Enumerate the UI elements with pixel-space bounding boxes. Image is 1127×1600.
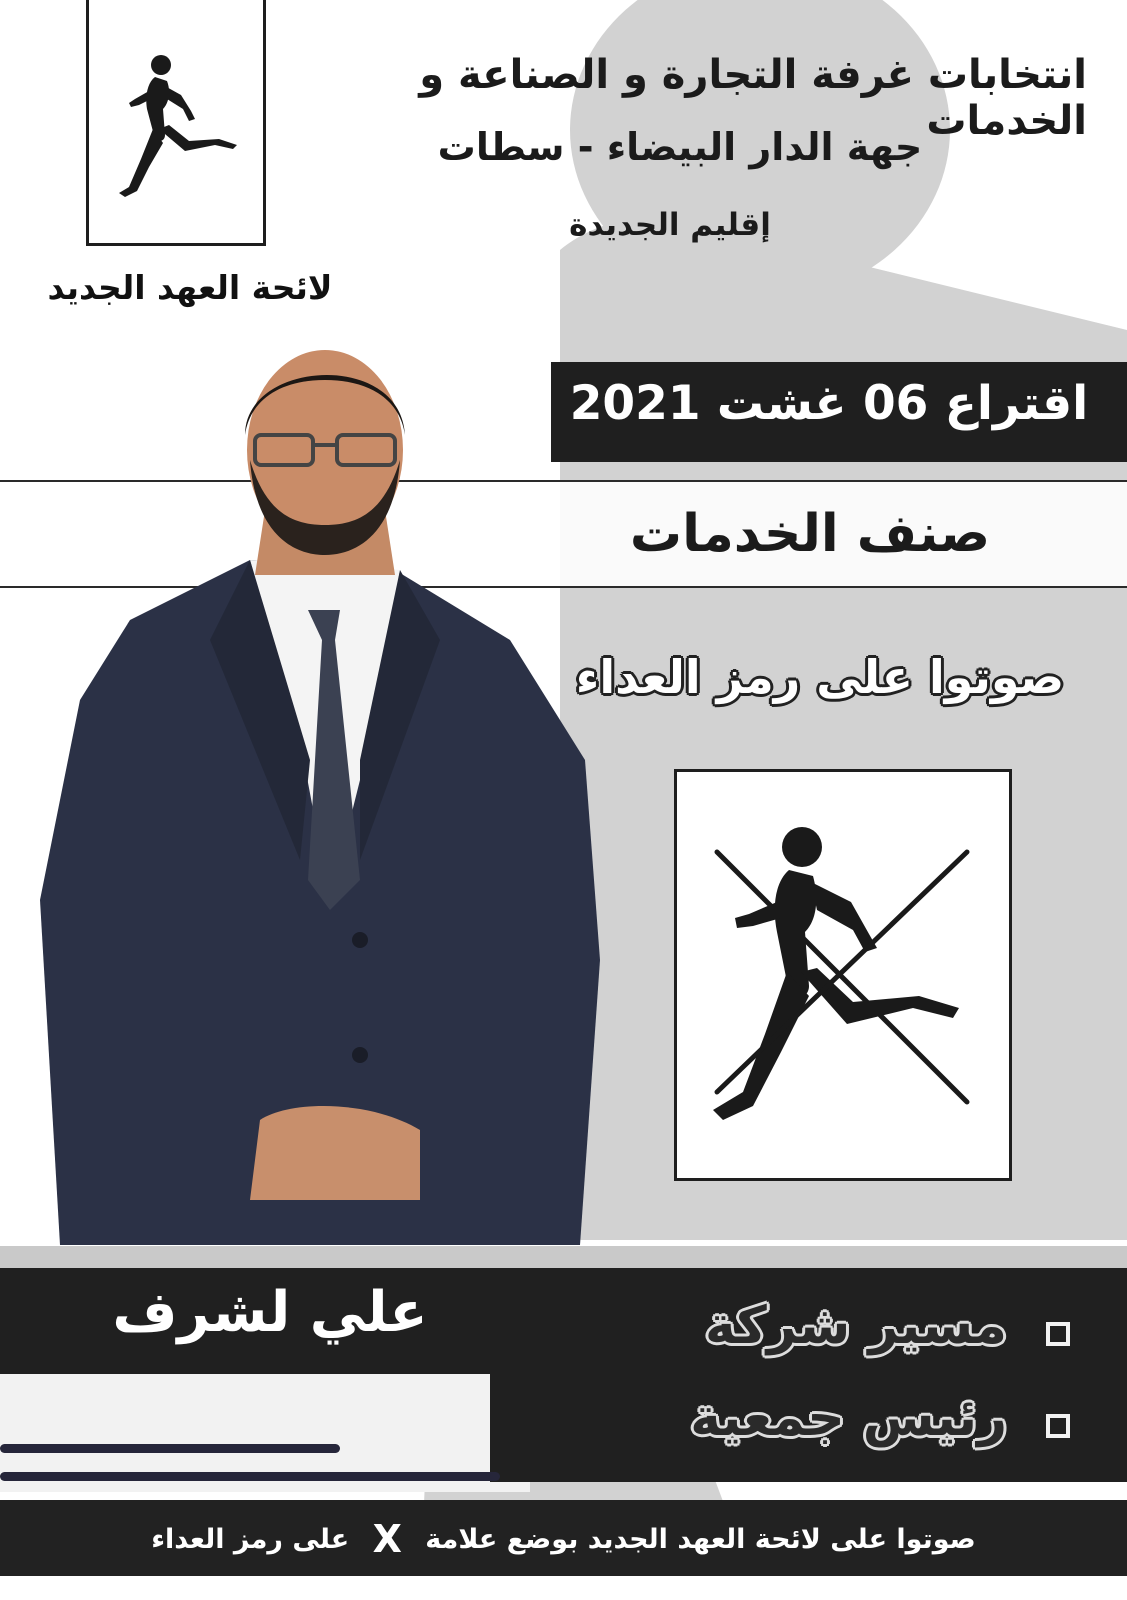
crossed-symbol-box [674, 769, 1012, 1181]
list-name: لائحة العهد الجديد [47, 268, 333, 307]
runner-crossed-icon [677, 772, 1009, 1178]
election-title: انتخابات غرفة التجارة و الصناعة و الخدمات [419, 52, 1087, 144]
checkbox-icon [1046, 1322, 1070, 1346]
decorative-line [0, 1472, 500, 1481]
candidate-name: علي لشرف [112, 1280, 428, 1345]
bottom-strip [0, 1576, 1127, 1600]
x-mark: X [372, 1517, 402, 1561]
footer-text-after: على رمز العداء [151, 1524, 350, 1555]
decorative-line [0, 1444, 340, 1453]
candidate-portrait [40, 340, 610, 1245]
list-symbol-box [86, 0, 266, 246]
province-label: إقليم الجديدة [569, 207, 771, 243]
role-association-president: رئيس جمعية [690, 1388, 1007, 1448]
runner-icon [89, 0, 263, 243]
footer-text-before: صوتوا على لائحة العهد الجديد بوضع علامة [425, 1524, 976, 1555]
footer-text [0, 1517, 1127, 1561]
election-date: اقتراع 06 غشت 2021 [569, 376, 1089, 431]
region-label: جهة الدار البيضاء - سطات [437, 125, 923, 169]
gray-strip [0, 1246, 1127, 1268]
role-company-manager: مسير شركة [704, 1296, 1007, 1356]
vote-call: صوتوا على رمز العداء [575, 650, 1065, 704]
category-label: صنف الخدمات [629, 504, 991, 564]
checkbox-icon [1046, 1414, 1070, 1438]
